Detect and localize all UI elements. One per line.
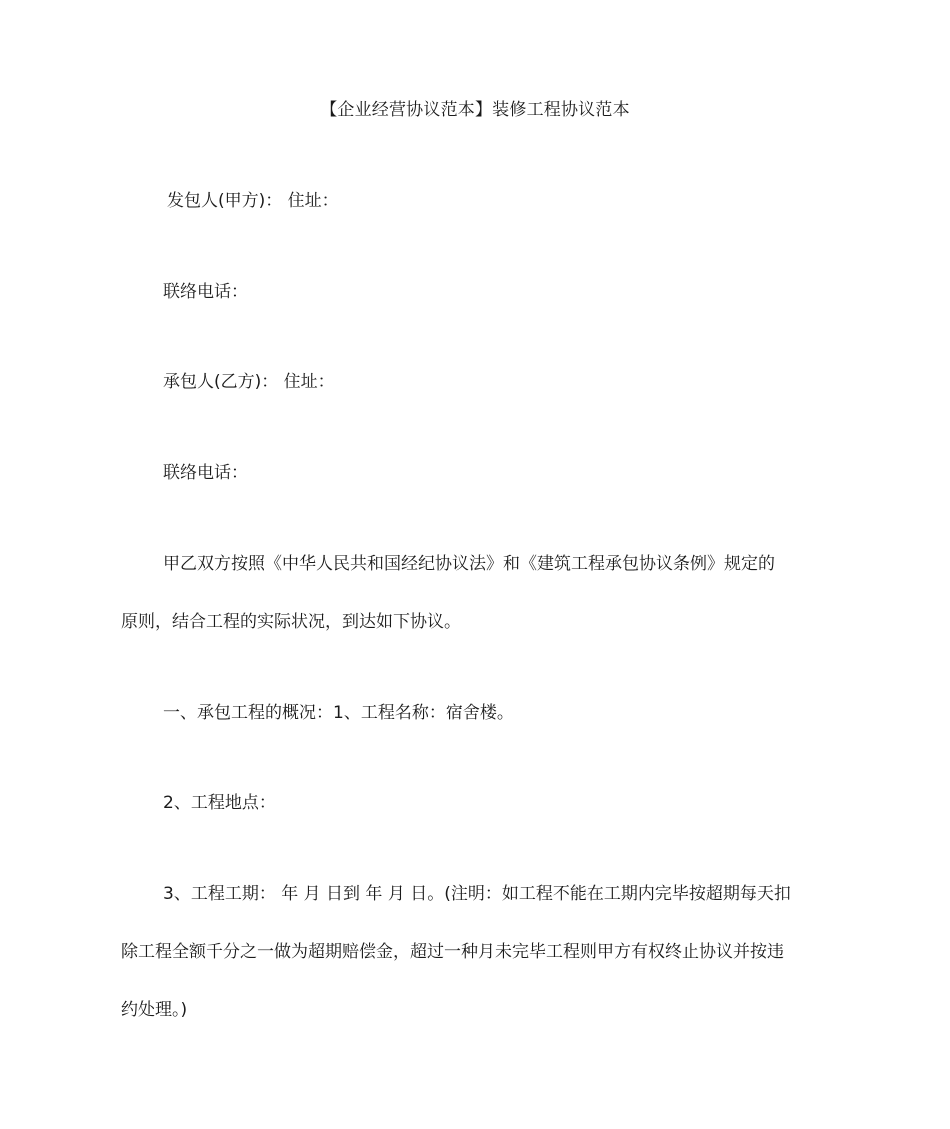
party-b-phone-line: 联络电话： — [163, 463, 248, 483]
project-location-line: 2、工程地点： — [163, 793, 276, 813]
party-a-phone-line: 联络电话： — [163, 282, 248, 302]
party-a-line: 发包人(甲方)： 住址： — [167, 191, 339, 211]
preamble-line-1: 甲乙双方按照《中华人民共和国经纪协议法》和《建筑工程承包协议条例》规定的 — [163, 554, 775, 574]
project-period-line-2: 除工程全额千分之一做为超期赔偿金，超过一种月未完毕工程则甲方有权终止协议并按违 — [121, 942, 784, 962]
document-title: 【企业经营协议范本】装修工程协议范本 — [320, 100, 630, 120]
project-period-line-3: 约处理。) — [121, 1000, 188, 1020]
preamble-line-2: 原则，结合工程的实际状况，到达如下协议。 — [121, 612, 461, 632]
section-1-heading: 一、承包工程的概况：1、工程名称：宿舍楼。 — [163, 703, 514, 723]
party-b-line: 承包人(乙方)： 住址： — [163, 372, 335, 392]
project-period-line-1: 3、工程工期： 年 月 日到 年 月 日。(注明：如工程不能在工期内完毕按超期每天扣 — [163, 884, 791, 904]
